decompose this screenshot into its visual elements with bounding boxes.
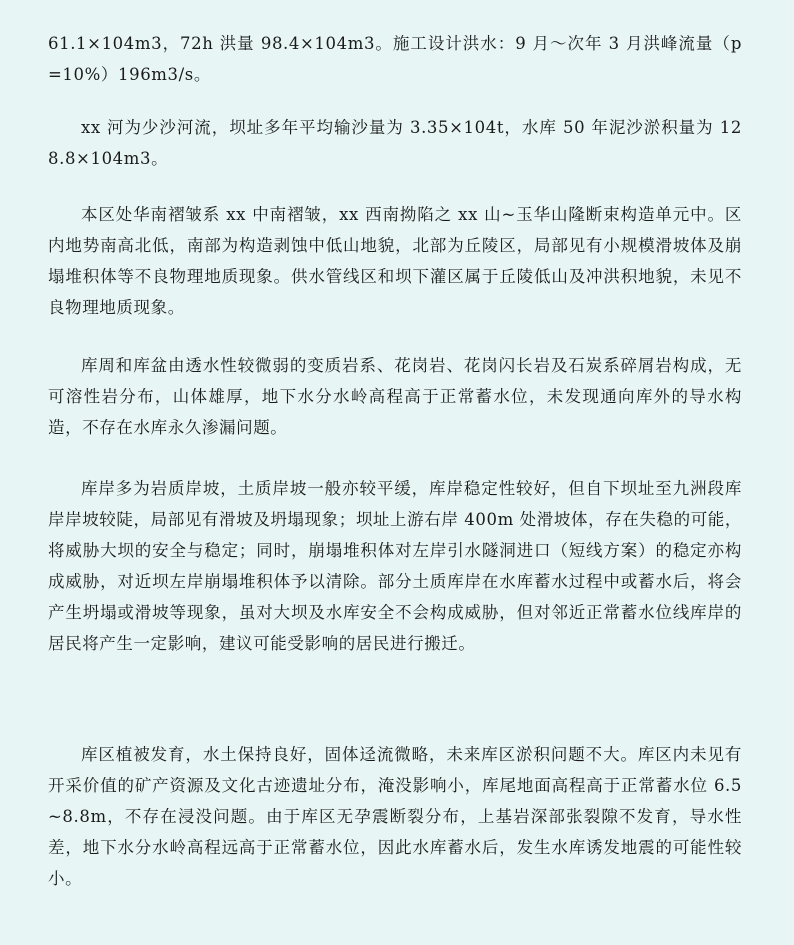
paragraph-sediment: xx 河为少沙河流，坝址多年平均输沙量为 3.35×104t，水库 50 年泥沙淤积量为 128.8×104m3。: [48, 118, 742, 168]
paragraph-bank-stability: 库岸多为岩质岸坡，土质岸坡一般亦较平缓，库岸稳定性较好，但自下坝址至九洲段库岸岸坡较陡，局部见有滑坡及坍塌现象；坝址上游右岸 400m 处滑坡体，存在失稳的可能，将威胁大坝的安全与稳定；同时，崩塌堆积体对左岸引水隧洞进口（短线方案）的稳定亦构成威胁，对近坝左岸崩塌堆积体予以清除。部分土质库岸在水库蓄水过程中或蓄水后，将会产生坍塌或滑坡等现象，虽对大坝及水库安全不会构成威胁，但对邻近正常蓄水位线库岸的居民将产生一定影响，建议可能受影响的居民进行搬迁。: [48, 479, 742, 653]
paragraph-flood-volume: 61.1×104m3，72h 洪量 98.4×104m3。施工设计洪水：9 月～次年 3 月洪峰流量（p=10%）196m3/s。: [48, 34, 742, 84]
paragraph-reservoir-area: 库区植被发育，水土保持良好，固体迳流微略，未来库区淤积问题不大。库区内未见有开采价值的矿产资源及文化古迹遗址分布，淹没影响小，库尾地面高程高于正常蓄水位 6.5~8.8m，不存在浸没问题。由于库区无孕震断裂分布，上基岩深部张裂隙不发育，导水性差，地下水分水岭高程远高于正常蓄水位，因此水库蓄水后，发生水库诱发地震的可能性较小。: [48, 745, 742, 888]
paragraph-geology: 本区处华南褶皱系 xx 中南褶皱，xx 西南拗陷之 xx 山~玉华山隆断束构造单元中。区内地势南高北低，南部为构造剥蚀中低山地貌，北部为丘陵区，局部见有小规模滑坡体及崩塌堆积体等不良物理地质现象。供水管线区和坝下灌区属于丘陵低山及冲洪积地貌，未见不良物理地质现象。: [48, 205, 742, 317]
paragraph-leakage: 库周和库盆由透水性较微弱的变质岩系、花岗岩、花岗闪长岩及石炭系碎屑岩构成，无可溶性岩分布，山体雄厚，地下水分水岭高程高于正常蓄水位，未发现通向库外的导水构造，不存在水库永久渗漏问题。: [48, 356, 742, 437]
